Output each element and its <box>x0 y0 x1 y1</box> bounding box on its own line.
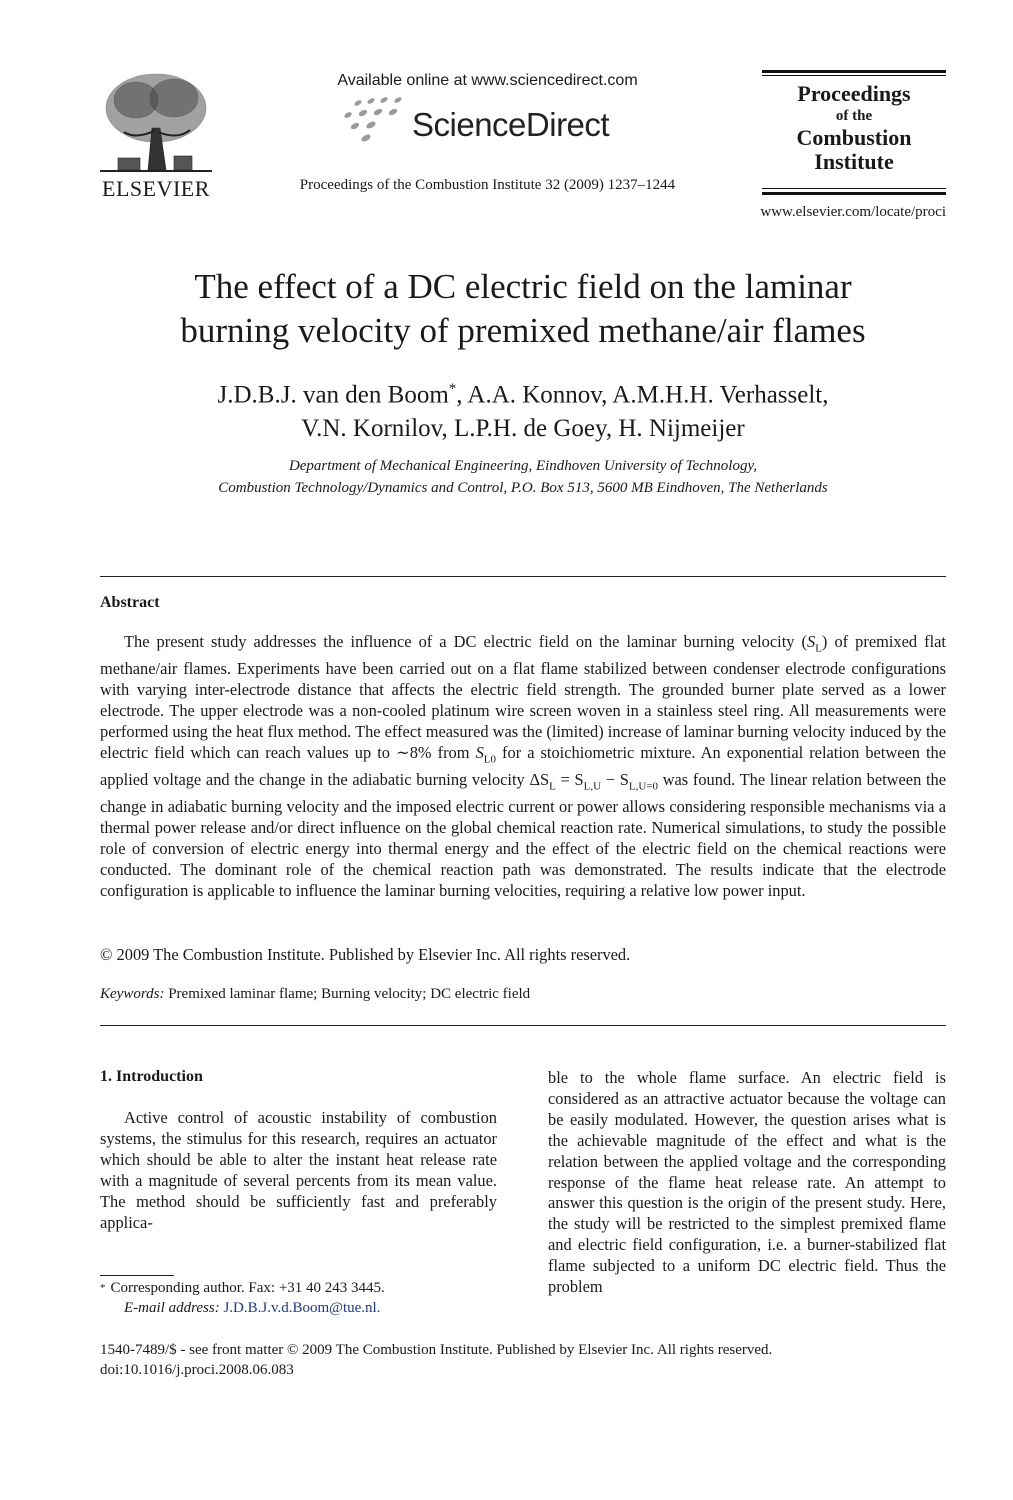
body-column-right <box>548 1068 946 1298</box>
author-name: J.D.B.J. van den Boom <box>217 381 449 409</box>
journal-citation: Proceedings of the Combustion Institute 32 (2009) 1237–1244 <box>299 177 676 193</box>
author-list <box>100 372 946 446</box>
journal-title-line: Institute <box>814 149 894 174</box>
paragraph: Active control of acoustic instability of combustion systems, the stimulus for this research, requires an actuator which should be able to alter the instant heat release rate with a magnitude of several percents from its mean value. The method should be sufficiently fast and preferably applica- <box>100 1108 497 1232</box>
keywords-text: Premixed laminar flame; Burning velocity; DC electric field <box>164 986 531 1002</box>
journal-title-line: Combustion <box>796 125 912 150</box>
article-title <box>100 265 946 353</box>
title-line: The effect of a DC electric field on the laminar <box>194 267 852 306</box>
affiliation-line: Combustion Technology/Dynamics and Control, P.O. Box 513, 5600 MB Eindhoven, The Netherlands <box>218 480 828 496</box>
keywords-label: Keywords: <box>100 986 165 1002</box>
corresponding-author-marker[interactable]: * <box>448 381 457 397</box>
email-link[interactable]: J.D.B.J.v.d.Boom@tue.nl. <box>223 1300 381 1316</box>
abstract-copyright: © 2009 The Combustion Institute. Published by Elsevier Inc. All rights reserved. <box>100 945 631 964</box>
footnote <box>100 1278 520 1318</box>
body-column-left <box>100 1108 497 1233</box>
divider <box>100 1025 946 1026</box>
available-online-text: Available online at www.sciencedirect.com <box>337 72 638 89</box>
author-names: , A.A. Konnov, A.M.H.H. Verhasselt, <box>456 381 829 409</box>
section-heading: 1. Introduction <box>100 1068 203 1085</box>
journal-title-line: of the <box>835 108 873 124</box>
footnote-marker: * <box>100 1282 106 1294</box>
front-matter-info <box>100 1340 946 1380</box>
paragraph: ble to the whole flame surface. An electric field is considered as an attractive actuator because the voltage can be easily modulated. However, the question arises what is the achievable magnitude of the effect and what is the relation between the applied voltage and the corresponding response of the flame heat release rate. An attempt to answer this question is the origin of the present study. Here, the study will be restricted to the simplest premixed flame and electric field configuration, i.e. a burner-stabilized flat flame subjected to a uniform DC electric field. Thus the problem <box>548 1068 946 1297</box>
abstract-body: The present study addresses the influence of a DC electric field on the laminar burning velocity $(S_L)$ of premixed flat methane/air flames. Experiments have been carried out on a flat flame stabilized between condenser electrode configurations with varying inter-electrode distance that affects the electric field strength. The grounded burner plate served as a lower electrode. The upper electrode was a non-cooled platinum wire screen woven in a stainless steel ring. All measurements were performed using the heat flux method. The effect measured was the (limited) increase of laminar burning velocity induced by the electric field which can reach values up to ∼8% from $S_{L0}$ for a stoichiometric mixture. An exponential relation between the applied voltage and the change in the adiabatic burning velocity $\Delta S_L = S_{L,U} - S_{L,U=0}$ was found. The linear relation between the change in adiabatic burning velocity and the imposed electric current or power allows considering responsible mechanisms via a thermal power release and/or direct influence on the global chemical reaction rate. Numerical simulations, to study the possible role of conversion of electric energy into thermal energy and the effect of the electric field on the chemical reactions were conducted. The dominant role of the chemical reaction path was demonstrated. The results indicate that the electrode configuration is applicable to influence the laminar burning velocities, requiring a relative low power input. <box>100 632 947 900</box>
affiliation <box>100 455 946 499</box>
sciencedirect-wordmark: ScienceDirect <box>412 106 610 143</box>
journal-url[interactable]: www.elsevier.com/locate/proci <box>760 204 946 220</box>
doi-line[interactable]: doi:10.1016/j.proci.2008.06.083 <box>100 1362 294 1378</box>
affiliation-line: Department of Mechanical Engineering, Eindhoven University of Technology, <box>288 458 758 474</box>
email-label: E-mail address: <box>124 1300 220 1316</box>
divider <box>100 576 946 577</box>
title-line: burning velocity of premixed methane/air flames <box>180 311 866 350</box>
journal-title-box <box>762 70 946 196</box>
issn-line: 1540-7489/$ - see front matter © 2009 The Combustion Institute. Published by Elsevier Inc. All rights reserved. <box>100 1342 773 1358</box>
abstract-heading: Abstract <box>100 594 160 611</box>
journal-title-line: Proceedings <box>797 81 911 106</box>
publisher-name: ELSEVIER <box>102 176 210 201</box>
footnote-divider <box>100 1275 174 1276</box>
keywords <box>100 986 530 1003</box>
footnote-text: Corresponding author. Fax: +31 40 243 3445. <box>110 1280 385 1296</box>
author-names: V.N. Kornilov, L.P.H. de Goey, H. Nijmeijer <box>301 415 745 443</box>
